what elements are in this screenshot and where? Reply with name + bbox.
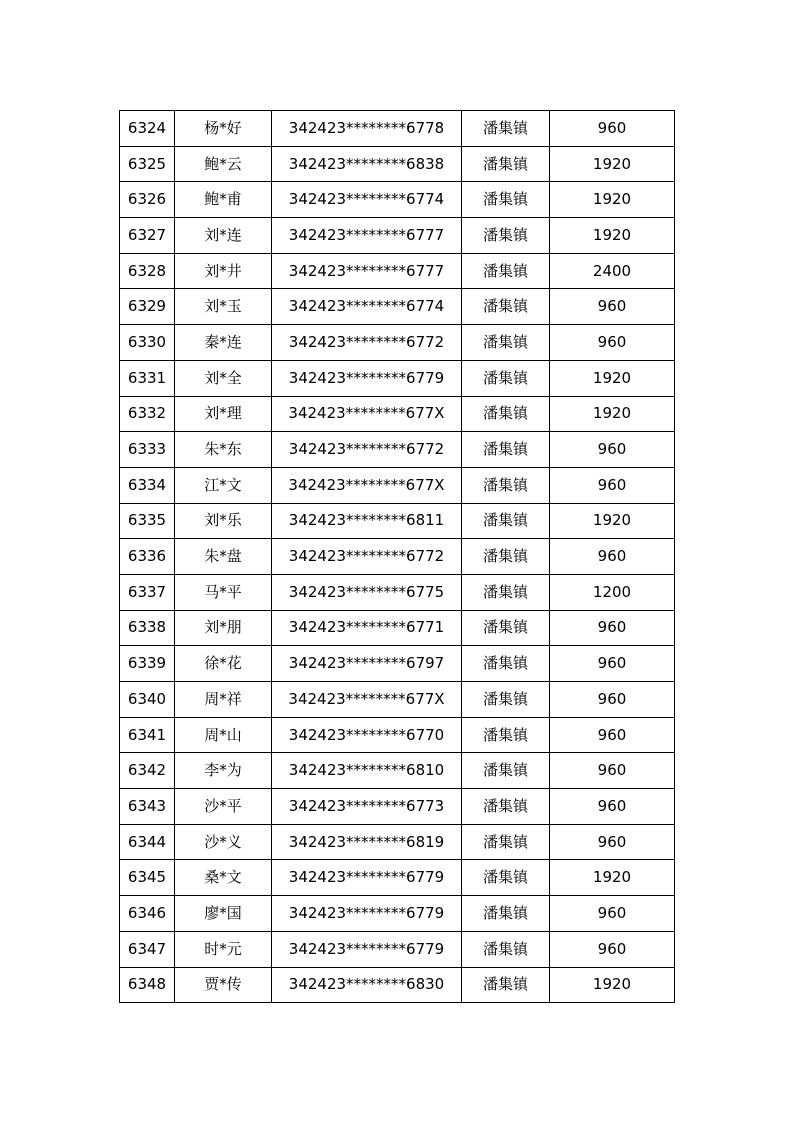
- amount-cell: 960: [550, 610, 675, 646]
- name-cell: 秦*连: [175, 325, 272, 361]
- table-row: [120, 646, 675, 682]
- name-cell: 贾*传: [175, 967, 272, 1003]
- table-row: [120, 896, 675, 932]
- row-number-cell: 6338: [120, 610, 175, 646]
- amount-cell: 960: [550, 896, 675, 932]
- row-number-cell: 6347: [120, 931, 175, 967]
- table-row: [120, 360, 675, 396]
- amount-cell: 1920: [550, 503, 675, 539]
- name-cell: 朱*东: [175, 432, 272, 468]
- amount-cell: 2400: [550, 253, 675, 289]
- table-row: [120, 289, 675, 325]
- town-cell: 潘集镇: [462, 111, 550, 147]
- amount-cell: 960: [550, 289, 675, 325]
- table-row: [120, 146, 675, 182]
- id-number-cell: 342423********6811: [272, 503, 462, 539]
- name-cell: 沙*平: [175, 789, 272, 825]
- amount-cell: 960: [550, 789, 675, 825]
- amount-cell: 1920: [550, 146, 675, 182]
- roster-table: [119, 110, 675, 1003]
- table-row: [120, 717, 675, 753]
- name-cell: 刘*井: [175, 253, 272, 289]
- name-cell: 徐*花: [175, 646, 272, 682]
- town-cell: 潘集镇: [462, 503, 550, 539]
- id-number-cell: 342423********6779: [272, 360, 462, 396]
- name-cell: 杨*好: [175, 111, 272, 147]
- row-number-cell: 6330: [120, 325, 175, 361]
- table-row: [120, 325, 675, 361]
- name-cell: 刘*朋: [175, 610, 272, 646]
- town-cell: 潘集镇: [462, 860, 550, 896]
- id-number-cell: 342423********6777: [272, 253, 462, 289]
- town-cell: 潘集镇: [462, 360, 550, 396]
- id-number-cell: 342423********6777: [272, 218, 462, 254]
- town-cell: 潘集镇: [462, 218, 550, 254]
- table-row: [120, 574, 675, 610]
- table-row: [120, 682, 675, 718]
- name-cell: 桑*文: [175, 860, 272, 896]
- town-cell: 潘集镇: [462, 753, 550, 789]
- table-row: [120, 218, 675, 254]
- town-cell: 潘集镇: [462, 253, 550, 289]
- amount-cell: 960: [550, 432, 675, 468]
- id-number-cell: 342423********6830: [272, 967, 462, 1003]
- town-cell: 潘集镇: [462, 717, 550, 753]
- name-cell: 马*平: [175, 574, 272, 610]
- name-cell: 刘*全: [175, 360, 272, 396]
- name-cell: 鲍*云: [175, 146, 272, 182]
- row-number-cell: 6346: [120, 896, 175, 932]
- name-cell: 周*祥: [175, 682, 272, 718]
- amount-cell: 960: [550, 824, 675, 860]
- town-cell: 潘集镇: [462, 574, 550, 610]
- row-number-cell: 6337: [120, 574, 175, 610]
- amount-cell: 960: [550, 646, 675, 682]
- town-cell: 潘集镇: [462, 539, 550, 575]
- amount-cell: 1920: [550, 182, 675, 218]
- amount-cell: 960: [550, 931, 675, 967]
- table-row: [120, 396, 675, 432]
- table-row: [120, 503, 675, 539]
- id-number-cell: 342423********6779: [272, 896, 462, 932]
- amount-cell: 960: [550, 682, 675, 718]
- id-number-cell: 342423********6771: [272, 610, 462, 646]
- name-cell: 刘*理: [175, 396, 272, 432]
- table-row: [120, 860, 675, 896]
- name-cell: 鲍*甫: [175, 182, 272, 218]
- town-cell: 潘集镇: [462, 682, 550, 718]
- id-number-cell: 342423********677X: [272, 682, 462, 718]
- town-cell: 潘集镇: [462, 325, 550, 361]
- row-number-cell: 6341: [120, 717, 175, 753]
- town-cell: 潘集镇: [462, 896, 550, 932]
- id-number-cell: 342423********6772: [272, 539, 462, 575]
- name-cell: 李*为: [175, 753, 272, 789]
- table-row: [120, 253, 675, 289]
- town-cell: 潘集镇: [462, 289, 550, 325]
- row-number-cell: 6343: [120, 789, 175, 825]
- town-cell: 潘集镇: [462, 467, 550, 503]
- name-cell: 刘*连: [175, 218, 272, 254]
- row-number-cell: 6328: [120, 253, 175, 289]
- amount-cell: 960: [550, 539, 675, 575]
- name-cell: 刘*玉: [175, 289, 272, 325]
- amount-cell: 960: [550, 325, 675, 361]
- town-cell: 潘集镇: [462, 432, 550, 468]
- name-cell: 周*山: [175, 717, 272, 753]
- row-number-cell: 6326: [120, 182, 175, 218]
- name-cell: 廖*国: [175, 896, 272, 932]
- table-row: [120, 610, 675, 646]
- amount-cell: 1200: [550, 574, 675, 610]
- town-cell: 潘集镇: [462, 182, 550, 218]
- town-cell: 潘集镇: [462, 646, 550, 682]
- row-number-cell: 6335: [120, 503, 175, 539]
- id-number-cell: 342423********6778: [272, 111, 462, 147]
- table-row: [120, 967, 675, 1003]
- id-number-cell: 342423********6779: [272, 931, 462, 967]
- id-number-cell: 342423********6819: [272, 824, 462, 860]
- table-row: [120, 789, 675, 825]
- id-number-cell: 342423********6770: [272, 717, 462, 753]
- name-cell: 朱*盘: [175, 539, 272, 575]
- table-row: [120, 753, 675, 789]
- name-cell: 江*文: [175, 467, 272, 503]
- amount-cell: 960: [550, 753, 675, 789]
- row-number-cell: 6332: [120, 396, 175, 432]
- town-cell: 潘集镇: [462, 931, 550, 967]
- id-number-cell: 342423********6773: [272, 789, 462, 825]
- amount-cell: 1920: [550, 967, 675, 1003]
- name-cell: 时*元: [175, 931, 272, 967]
- town-cell: 潘集镇: [462, 146, 550, 182]
- id-number-cell: 342423********6779: [272, 860, 462, 896]
- roster-body: [120, 111, 675, 1003]
- town-cell: 潘集镇: [462, 967, 550, 1003]
- id-number-cell: 342423********6810: [272, 753, 462, 789]
- id-number-cell: 342423********6774: [272, 182, 462, 218]
- amount-cell: 960: [550, 111, 675, 147]
- table-row: [120, 539, 675, 575]
- town-cell: 潘集镇: [462, 789, 550, 825]
- row-number-cell: 6348: [120, 967, 175, 1003]
- row-number-cell: 6334: [120, 467, 175, 503]
- row-number-cell: 6331: [120, 360, 175, 396]
- id-number-cell: 342423********6774: [272, 289, 462, 325]
- row-number-cell: 6339: [120, 646, 175, 682]
- table-row: [120, 824, 675, 860]
- row-number-cell: 6333: [120, 432, 175, 468]
- town-cell: 潘集镇: [462, 824, 550, 860]
- amount-cell: 960: [550, 717, 675, 753]
- name-cell: 刘*乐: [175, 503, 272, 539]
- row-number-cell: 6345: [120, 860, 175, 896]
- amount-cell: 960: [550, 467, 675, 503]
- id-number-cell: 342423********6838: [272, 146, 462, 182]
- id-number-cell: 342423********6772: [272, 325, 462, 361]
- id-number-cell: 342423********677X: [272, 396, 462, 432]
- row-number-cell: 6342: [120, 753, 175, 789]
- id-number-cell: 342423********6772: [272, 432, 462, 468]
- table-row: [120, 931, 675, 967]
- town-cell: 潘集镇: [462, 396, 550, 432]
- table-row: [120, 111, 675, 147]
- row-number-cell: 6336: [120, 539, 175, 575]
- table-row: [120, 432, 675, 468]
- town-cell: 潘集镇: [462, 610, 550, 646]
- id-number-cell: 342423********6775: [272, 574, 462, 610]
- row-number-cell: 6340: [120, 682, 175, 718]
- id-number-cell: 342423********677X: [272, 467, 462, 503]
- row-number-cell: 6324: [120, 111, 175, 147]
- id-number-cell: 342423********6797: [272, 646, 462, 682]
- table-row: [120, 467, 675, 503]
- row-number-cell: 6325: [120, 146, 175, 182]
- amount-cell: 1920: [550, 218, 675, 254]
- row-number-cell: 6327: [120, 218, 175, 254]
- name-cell: 沙*义: [175, 824, 272, 860]
- amount-cell: 1920: [550, 360, 675, 396]
- row-number-cell: 6344: [120, 824, 175, 860]
- row-number-cell: 6329: [120, 289, 175, 325]
- table-row: [120, 182, 675, 218]
- amount-cell: 1920: [550, 396, 675, 432]
- amount-cell: 1920: [550, 860, 675, 896]
